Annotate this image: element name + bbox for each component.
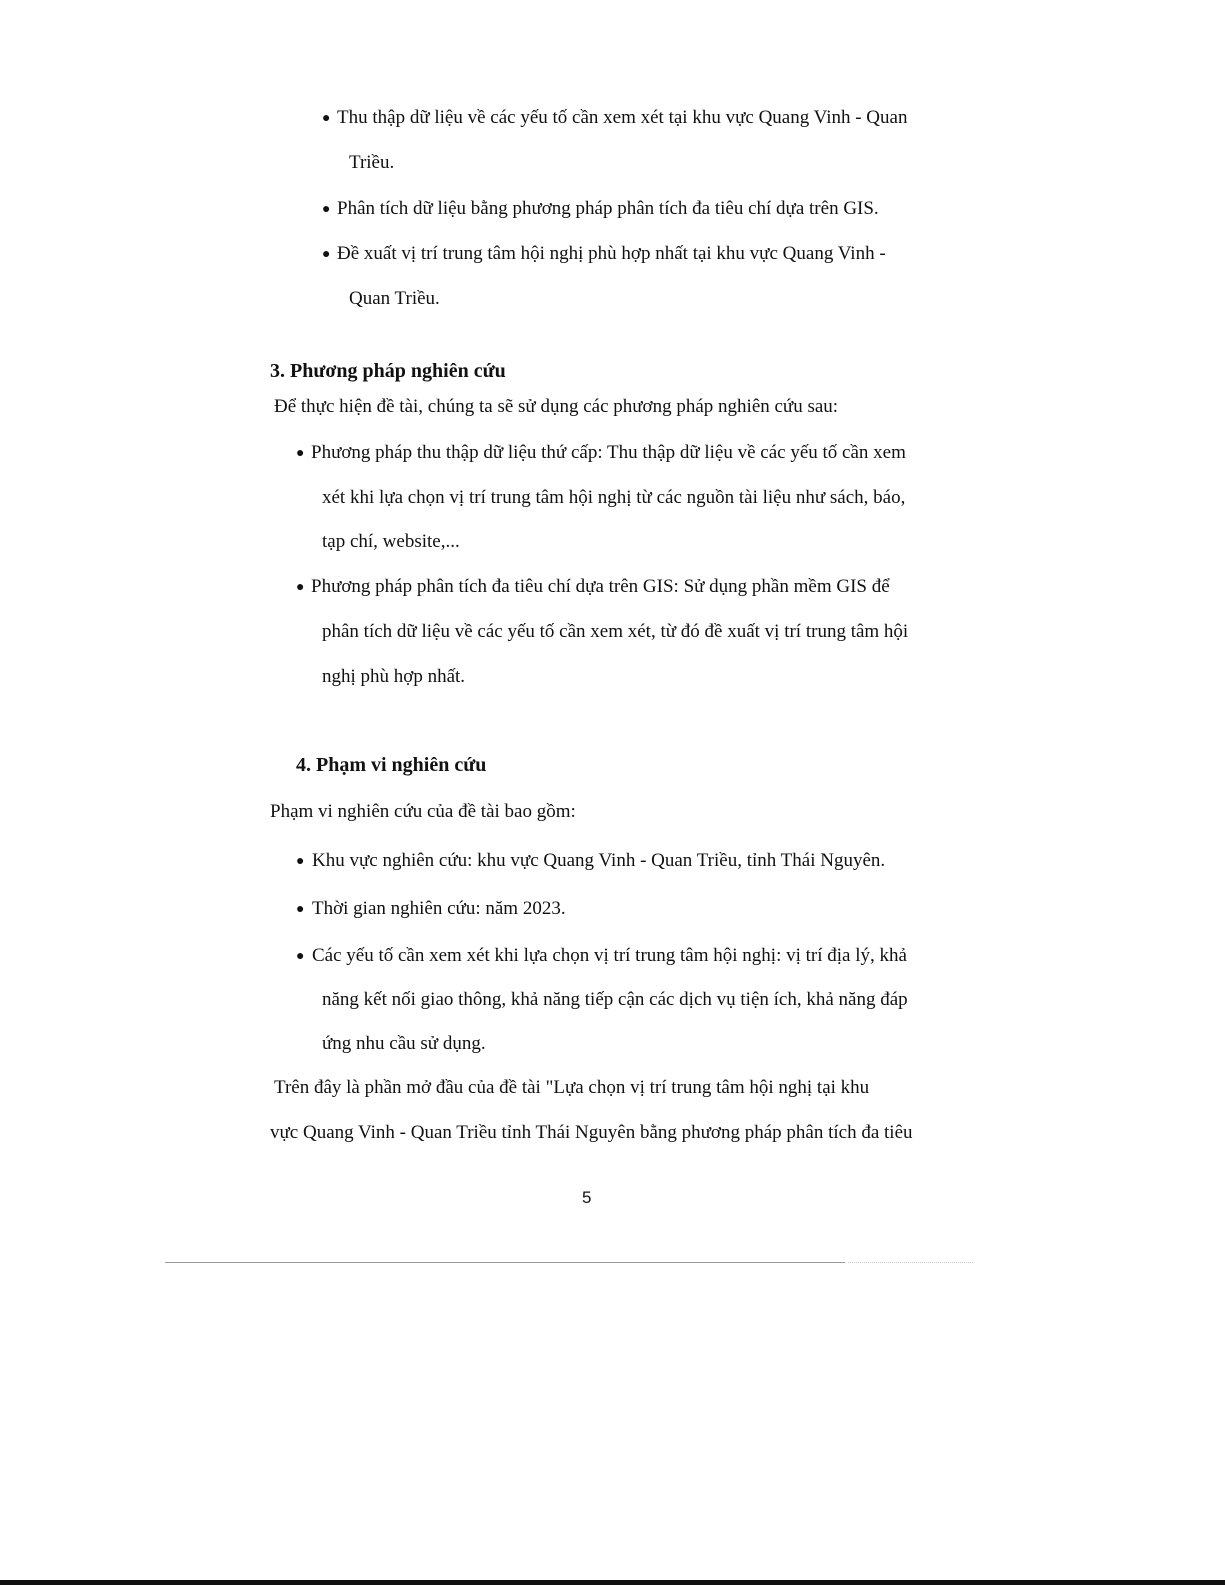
page-divider bbox=[165, 1262, 845, 1263]
method-2-line-3: nghị phù hợp nhất. bbox=[322, 666, 466, 687]
section-3-intro: Để thực hiện đề tài, chúng ta sẽ sử dụng các phương pháp nghiên cứu sau: bbox=[274, 396, 839, 417]
method-2-line-1: Phương pháp phân tích đa tiêu chí dựa trên GIS: Sử dụng phần mềm GIS để bbox=[311, 576, 890, 597]
page-number: 5 bbox=[582, 1188, 592, 1207]
scope-2-line-1: Thời gian nghiên cứu: năm 2023. bbox=[312, 898, 566, 919]
bullet-icon: ● bbox=[322, 202, 331, 217]
bullet-icon: ● bbox=[296, 949, 305, 964]
bullet-icon: ● bbox=[322, 111, 331, 126]
scope-3-line-1: Các yếu tố cần xem xét khi lựa chọn vị trí trung tâm hội nghị: vị trí địa lý, khả bbox=[312, 945, 907, 966]
scope-3-line-3: ứng nhu cầu sử dụng. bbox=[322, 1033, 486, 1054]
objective-3-line-1: Đề xuất vị trí trung tâm hội nghị phù hợp nhất tại khu vực Quang Vinh - bbox=[337, 243, 886, 264]
page-bottom-edge bbox=[0, 1580, 1225, 1585]
section-4-intro: Phạm vi nghiên cứu của đề tài bao gồm: bbox=[270, 801, 576, 822]
bullet-icon: ● bbox=[296, 902, 305, 917]
method-1-line-2: xét khi lựa chọn vị trí trung tâm hội nghị từ các nguồn tài liệu như sách, báo, bbox=[322, 487, 906, 508]
section-4-heading: 4. Phạm vi nghiên cứu bbox=[296, 754, 487, 776]
method-2-line-2: phân tích dữ liệu về các yếu tố cần xem xét, từ đó đề xuất vị trí trung tâm hội bbox=[322, 621, 909, 642]
page-divider-tail bbox=[848, 1262, 973, 1263]
scope-1-line-1: Khu vực nghiên cứu: khu vực Quang Vinh - Quan Triều, tỉnh Thái Nguyên. bbox=[312, 850, 886, 871]
method-1-line-3: tạp chí, website,... bbox=[322, 531, 460, 552]
objective-1-line-2: Triều. bbox=[349, 152, 395, 173]
objective-2-line-1: Phân tích dữ liệu bằng phương pháp phân tích đa tiêu chí dựa trên GIS. bbox=[337, 198, 879, 219]
bullet-icon: ● bbox=[296, 854, 305, 869]
section-3-heading: 3. Phương pháp nghiên cứu bbox=[270, 360, 506, 382]
objective-1-line-1: Thu thập dữ liệu về các yếu tố cần xem xét tại khu vực Quang Vinh - Quan bbox=[337, 107, 908, 128]
scope-3-line-2: năng kết nối giao thông, khả năng tiếp cận các dịch vụ tiện ích, khả năng đáp bbox=[322, 989, 908, 1010]
objective-3-line-2: Quan Triều. bbox=[349, 288, 440, 309]
closing-line-1: Trên đây là phần mở đầu của đề tài "Lựa chọn vị trí trung tâm hội nghị tại khu bbox=[274, 1077, 870, 1098]
bullet-icon: ● bbox=[296, 446, 305, 461]
closing-line-2: vực Quang Vinh - Quan Triều tỉnh Thái Nguyên bằng phương pháp phân tích đa tiêu bbox=[270, 1122, 913, 1143]
method-1-line-1: Phương pháp thu thập dữ liệu thứ cấp: Thu thập dữ liệu về các yếu tố cần xem bbox=[311, 442, 906, 463]
bullet-icon: ● bbox=[296, 580, 305, 595]
bullet-icon: ● bbox=[322, 247, 331, 262]
